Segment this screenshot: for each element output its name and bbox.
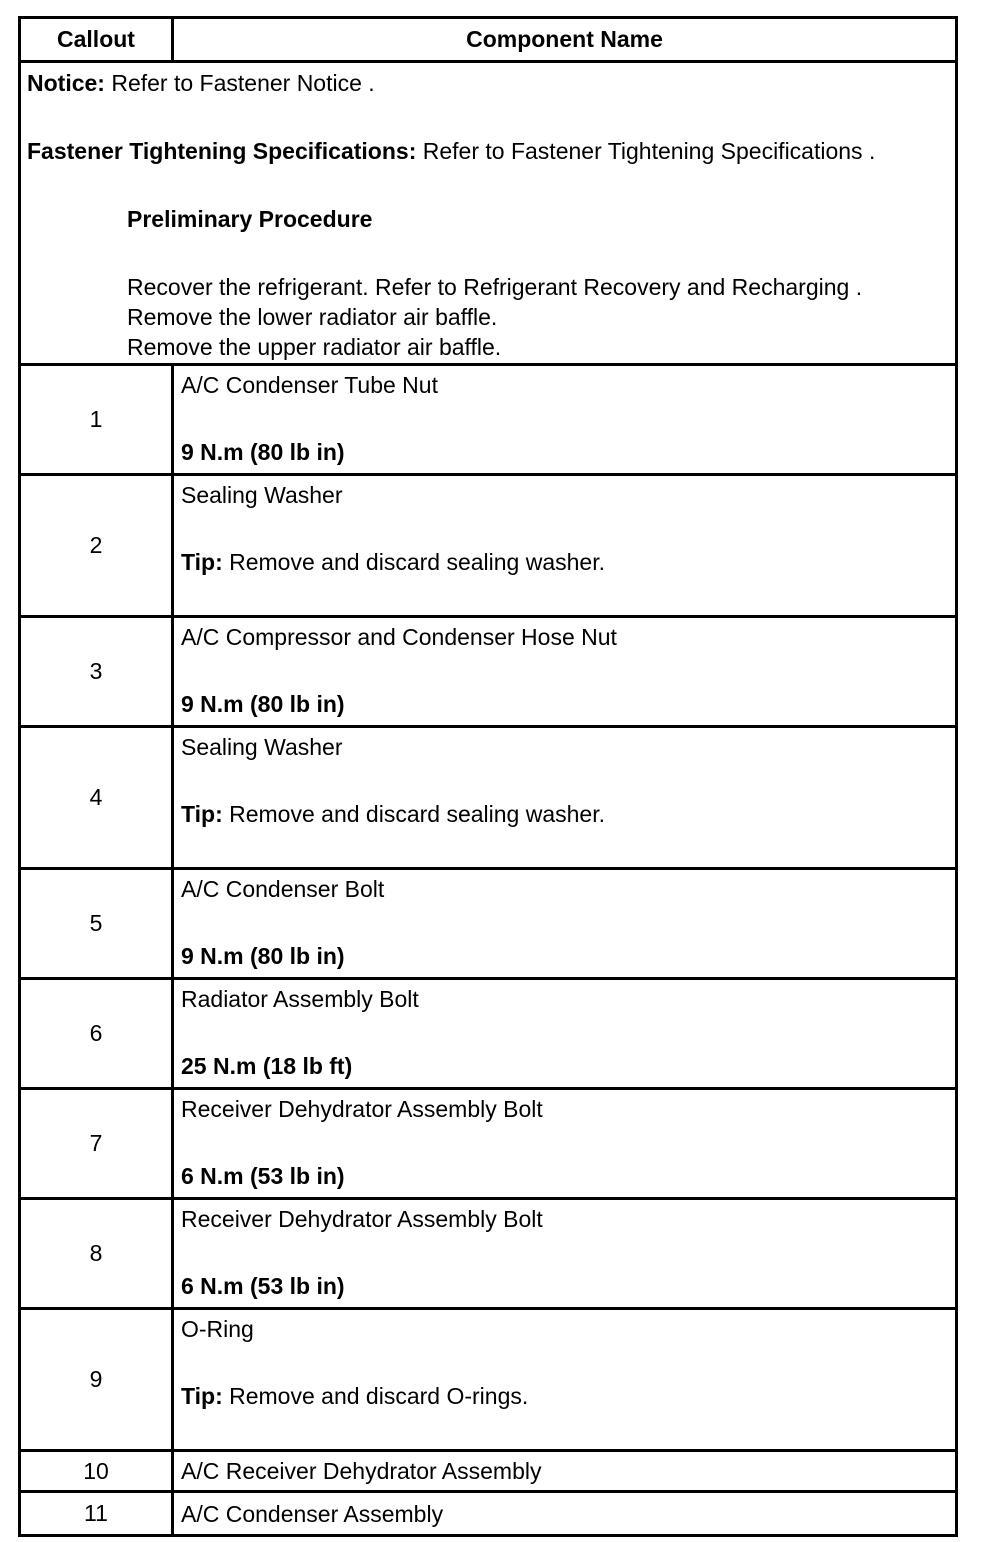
table-row: [21, 1493, 955, 1534]
component-name: A/C Condenser Assembly: [181, 1500, 444, 1527]
callout-number: 6: [21, 980, 174, 1087]
component-cell: [174, 366, 955, 473]
component-cell: [174, 728, 955, 867]
table-row: [21, 728, 955, 870]
component-cell: [174, 980, 955, 1087]
table-row: [21, 980, 955, 1090]
component-name: Sealing Washer: [181, 482, 343, 508]
tip-text: Remove and discard O-rings.: [222, 1383, 529, 1409]
tip-label: Tip:: [181, 549, 223, 575]
tip-line: [181, 1381, 948, 1411]
notice-line: [27, 68, 949, 98]
table-header-row: [21, 19, 955, 63]
component-name: O-Ring: [181, 1316, 254, 1342]
notice-text: Refer to Fastener Notice .: [104, 70, 375, 96]
table-row: [21, 1452, 955, 1493]
callout-number: 5: [21, 870, 174, 977]
component-name: Receiver Dehydrator Assembly Bolt: [181, 1206, 543, 1232]
component-name-column-header: Component Name: [466, 26, 663, 52]
callout-number: 2: [21, 476, 174, 615]
table-row: [21, 1310, 955, 1452]
callout-column-header: Callout: [21, 19, 174, 60]
fastener-spec-label: Fastener Tightening Specifications:: [27, 138, 417, 164]
table-row: [21, 1200, 955, 1310]
notice-label: Notice:: [27, 70, 105, 96]
table-row: [21, 618, 955, 728]
component-cell: [174, 870, 955, 977]
preliminary-step: Recover the refrigerant. Refer to Refrigerant Recovery and Recharging .: [127, 274, 863, 300]
tip-text: Remove and discard sealing washer.: [222, 549, 605, 575]
callout-number: 1: [21, 366, 174, 473]
torque-spec: 9 N.m (80 lb in): [181, 691, 345, 717]
component-name: A/C Compressor and Condenser Hose Nut: [181, 624, 617, 650]
component-name: A/C Receiver Dehydrator Assembly: [181, 1458, 542, 1484]
component-name: Receiver Dehydrator Assembly Bolt: [181, 1096, 543, 1122]
component-cell: [174, 1310, 955, 1449]
fastener-spec-text: Refer to Fastener Tightening Specifications .: [416, 138, 876, 164]
component-cell: [174, 1090, 955, 1197]
component-name: A/C Condenser Bolt: [181, 876, 385, 902]
torque-spec: 25 N.m (18 lb ft): [181, 1053, 353, 1079]
callout-number: 7: [21, 1090, 174, 1197]
torque-spec: 6 N.m (53 lb in): [181, 1163, 345, 1189]
torque-spec: 6 N.m (53 lb in): [181, 1273, 345, 1299]
notice-block: [21, 63, 955, 366]
component-name: A/C Condenser Tube Nut: [181, 372, 438, 398]
component-cell: [174, 1200, 955, 1307]
tip-line: [181, 547, 948, 577]
torque-spec: 9 N.m (80 lb in): [181, 439, 345, 465]
preliminary-step: Remove the upper radiator air baffle.: [127, 334, 502, 360]
callout-number: 8: [21, 1200, 174, 1307]
callout-number: 3: [21, 618, 174, 725]
tip-line: [181, 799, 948, 829]
component-table: [18, 16, 958, 1537]
preliminary-step: Remove the lower radiator air baffle.: [127, 304, 498, 330]
component-name: Radiator Assembly Bolt: [181, 986, 419, 1012]
torque-spec: 9 N.m (80 lb in): [181, 943, 345, 969]
callout-number: 9: [21, 1310, 174, 1449]
fastener-spec-line: [27, 136, 949, 166]
preliminary-procedure-heading: Preliminary Procedure: [127, 206, 373, 232]
component-name: Sealing Washer: [181, 734, 343, 760]
component-cell: [174, 476, 955, 615]
component-cell: [174, 618, 955, 725]
table-row: [21, 476, 955, 618]
component-cell: [174, 1493, 955, 1534]
table-row: [21, 1090, 955, 1200]
table-row: [21, 870, 955, 980]
tip-label: Tip:: [181, 1383, 223, 1409]
tip-text: Remove and discard sealing washer.: [222, 801, 605, 827]
component-cell: [174, 1452, 955, 1490]
table-row: [21, 366, 955, 476]
tip-label: Tip:: [181, 801, 223, 827]
callout-number: 11: [21, 1493, 174, 1534]
callout-number: 4: [21, 728, 174, 867]
callout-number: 10: [21, 1452, 174, 1490]
